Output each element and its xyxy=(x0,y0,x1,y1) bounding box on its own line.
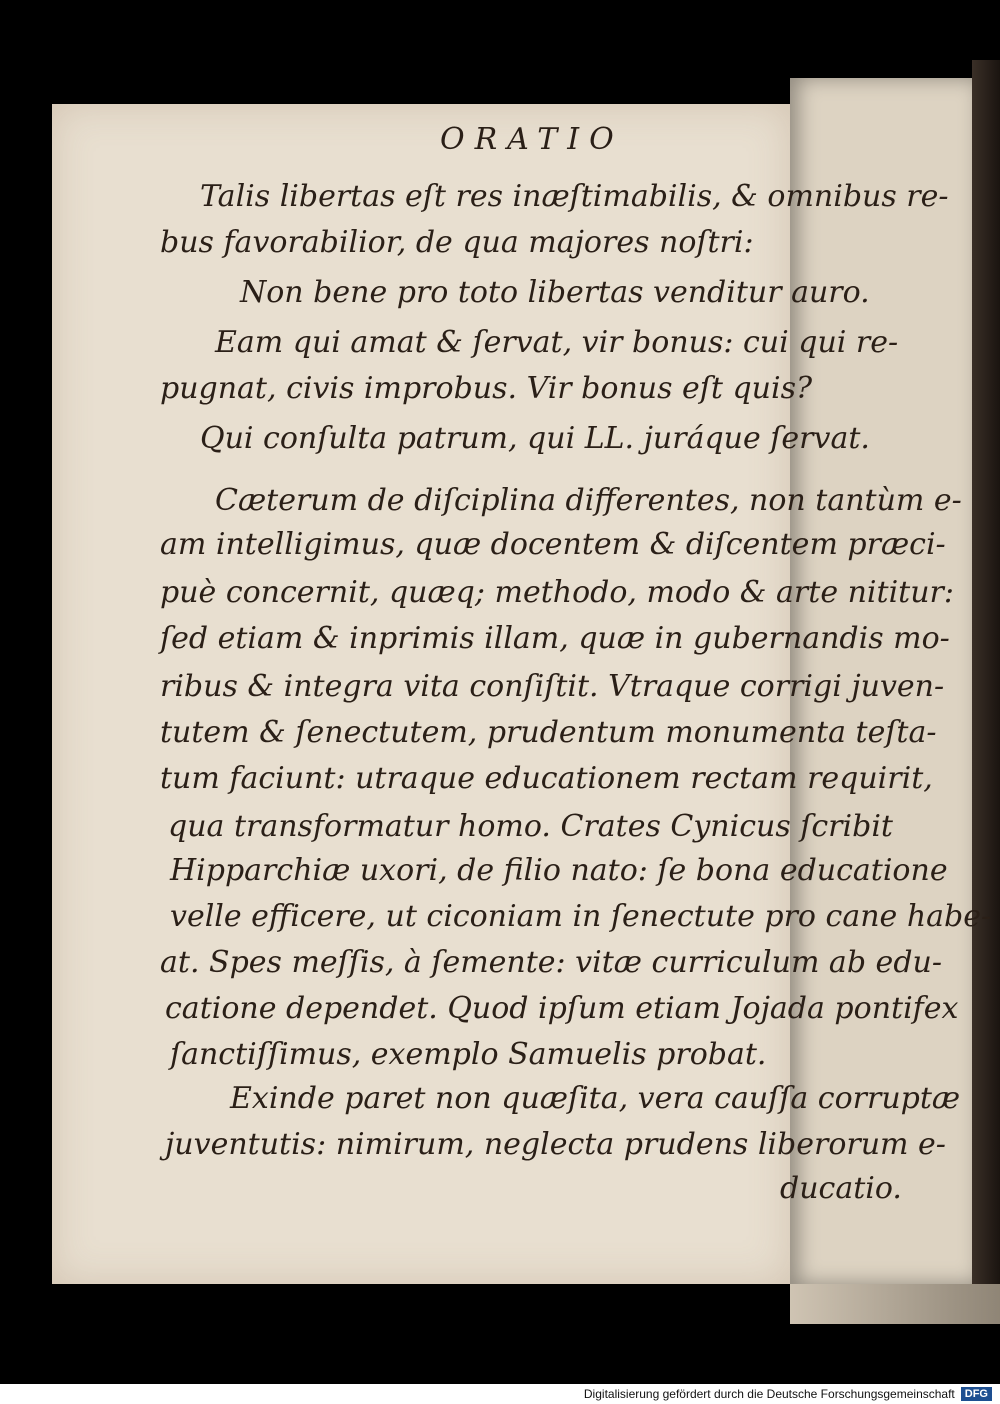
text-line: catione dependet. Quod ipſum etiam Jojada pontifex xyxy=(165,991,959,1026)
text-line: Exinde paret non quæſita, vera cauſſa corruptæ xyxy=(230,1081,961,1116)
text-line: velle efficere, ut ciconiam in ſenectute pro cane habe- xyxy=(170,899,992,934)
book-edge xyxy=(972,60,1000,1290)
text-line: tutem & ſenectutem, prudentum monumenta teſta- xyxy=(160,715,937,750)
text-line: Qui conſulta patrum, qui LL. juráque ſervat. xyxy=(200,421,870,456)
text-line: tum faciunt: utraque educationem rectam requirit, xyxy=(160,761,933,796)
text-line: ſed etiam & inprimis illam, quæ in gubernandis mo- xyxy=(160,621,950,656)
text-line: Cæterum de diſciplina differentes, non tantùm e- xyxy=(215,483,962,518)
dfg-logo: DFG xyxy=(961,1387,992,1401)
text-line: ribus & integra vita conſiſtit. Vtraque corrigi juven- xyxy=(160,669,945,704)
text-line: ducatio. xyxy=(780,1171,902,1206)
funding-credit: Digitalisierung gefördert durch die Deutsche Forschungsgemeinschaft xyxy=(583,1387,955,1401)
text-line: puè concernit, quæq; methodo, modo & arte nititur: xyxy=(160,575,955,610)
text-line: pugnat, civis improbus. Vir bonus eſt quis? xyxy=(160,371,813,406)
footer xyxy=(0,1384,1000,1404)
text-line: bus favorabilior, de qua majores noſtri: xyxy=(160,225,754,260)
text-line: am intelligimus, quæ docentem & diſcentem præci- xyxy=(160,527,946,562)
running-head: ORATIO xyxy=(440,122,624,157)
text-line: Hipparchiæ uxori, de filio nato: ſe bona educatione xyxy=(170,853,948,888)
text-line: at. Spes meſſis, à ſemente: vitæ curriculum ab edu- xyxy=(160,945,942,980)
page-fore-edge xyxy=(790,1284,1000,1324)
text-line: Talis libertas eſt res inæſtimabilis, & omnibus re- xyxy=(200,179,949,214)
text-line: Non bene pro toto libertas venditur auro. xyxy=(240,275,870,310)
text-line: qua transformatur homo. Crates Cynicus ſcribit xyxy=(168,809,893,844)
text-line: juventutis: nimirum, neglecta prudens liberorum e- xyxy=(165,1127,946,1162)
text-line: Eam qui amat & ſervat, vir bonus: cui qui re- xyxy=(215,325,899,360)
text-line: ſanctiſſimus, exemplo Samuelis probat. xyxy=(170,1037,767,1072)
